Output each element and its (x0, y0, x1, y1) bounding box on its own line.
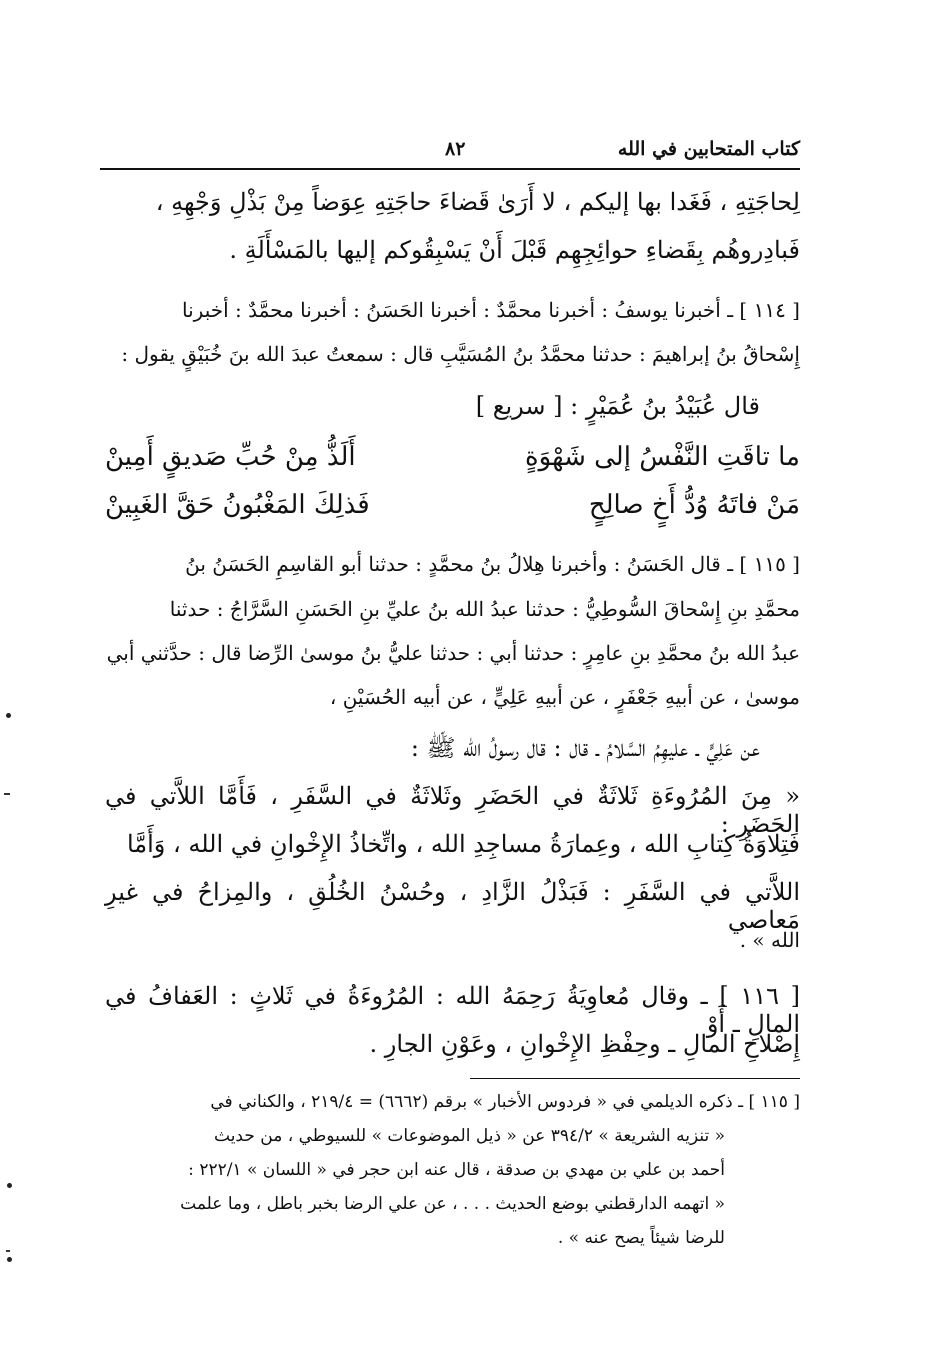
poem-intro: قال عُبَيْدُ بنُ عُمَيْرٍ : [ سريع ] (475, 392, 760, 420)
footnote-line: للرضا شيئاً يصح عنه » . (557, 1228, 725, 1248)
header-rule (100, 168, 800, 170)
verse-line-2 (105, 490, 800, 530)
scan-speck (4, 793, 10, 795)
isnad-line-114: [ ١١٤ ] ـ أخبرنا يوسفُ : أخبرنا محمَّدٌ : أخبرنا الحَسَنُ : أخبرنا محمَّدٌ : أخبرنا (182, 298, 800, 322)
scan-speck (7, 1257, 12, 1262)
verse-1-second-hemistich: أَلَذُّ مِنْ حُبِّ صَديقٍ أَمِينْ (105, 442, 356, 472)
footnote-line: « اتهمه الدارقطني بوضع الحديث . . . ، عن علي الرضا بخبر باطل ، وما علمت (180, 1194, 725, 1214)
verse-2-first-hemistich: مَنْ فاتَهُ وُدُّ أَخٍ صالِحٍ (588, 490, 800, 520)
isnad-line-115: [ ١١٥ ] ـ قال الحَسَنُ : وأخبرنا هِلالُ بنُ محمَّدٍ : حدثنا أبو القاسِمِ الحَسَنُ بنُ (185, 552, 800, 576)
matn-line-115: فَتِلاوَةُ كِتابِ الله ، وعِمارَةُ مساجِدِ الله ، واتِّخاذُ الإِخْوانِ في الله ، وَأَمَّا (126, 830, 800, 858)
footnote-separator (470, 1078, 800, 1079)
narration-line-116: [ ١١٦ ] ـ وقال مُعاوِيَةُ رَحِمَهُ الله : المُرُوءَةُ في ثَلاثٍ : العَفافُ في المالِ ـ أَوْ (105, 982, 800, 1038)
narration-line-116: إِصْلاحِ المالِ ـ وحِفْظِ الإِخْوانِ ، وعَوْنِ الجارِ . (369, 1030, 800, 1058)
continuation-line: فَبادِروهُم بِقَضاءِ حوائِجِهِم قَبْلَ أَنْ يَسْبِقُوكم إليها بالمَسْأَلَةِ . (229, 236, 800, 264)
isnad-line-115: موسىٰ ، عن أبيهِ جَعْفَرٍ ، عن أبيهِ عَلِيٍّ ، عن أبيه الحُسَيْنِ ، (329, 685, 800, 709)
scan-speck (6, 713, 11, 718)
matn-line-115: الله » . (739, 928, 800, 952)
verse-1-first-hemistich: ما تاقَتِ النَّفْسُ إلى شَهْوَةٍ (525, 442, 800, 472)
footnote-line: أحمد بن علي بن مهدي بن صدقة ، قال عنه ابن حجر في « اللسان » ٢٢٢/١ : (188, 1160, 725, 1180)
matn-line-115: عن عَلِيٍّ ـ عليهِمُ السَّلامُ ـ قال : قال رسولُ الله ﷺ : (410, 734, 760, 762)
isnad-line-115: محمَّدِ بنِ إِسْحاقَ السُّوطِيُّ : حدثنا عبدُ الله بنُ عليِّ بنِ الحَسَنِ السَّرَّاجُ : حدثنا (169, 597, 800, 621)
running-title: كتاب المتحابين في الله (617, 138, 800, 160)
verse-line-1 (105, 442, 800, 482)
footnote-line: [ ١١٥ ] ـ ذكره الديلمي في « فردوس الأخبار » برقم (٦٦٦٢) = ٢١٩/٤ ، والكناني في (210, 1092, 800, 1112)
isnad-line-115: عبدُ الله بنُ محمَّدِ بنِ عامِرٍ : حدثنا أبي : حدثنا عليُّ بنُ موسىٰ الرِّضا قال : حدَّثني أبي (106, 641, 800, 665)
matn-line-115: « مِنَ المُرُوءَةِ ثَلاثَةٌ في الحَضَرِ وثَلاثَةٌ في السَّفَرِ ، فَأَمَّا اللاَّتي في الحَضَرِ : (105, 782, 800, 838)
footnote-line: « تنزيه الشريعة » ٣٩٤/٢ عن « ذيل الموضوعات » للسيوطي ، من حديث (214, 1126, 725, 1146)
continuation-line: لِحاجَتِهِ ، فَغَدا بها إليكم ، لا أَرَىٰ قَضاءَ حاجَتِهِ عِوَضاً مِنْ بَذْلِ وَجْهِهِ ، (155, 188, 800, 216)
verse-2-second-hemistich: فَذلِكَ المَغْبُونُ حَقَّ الغَبِينْ (105, 490, 370, 520)
scan-speck (6, 1250, 10, 1252)
page-number: ٨٢ (445, 138, 466, 160)
running-header (100, 138, 800, 166)
isnad-line-114: إِسْحاقُ بنُ إبراهيمَ : حدثنا محمَّدُ بنُ المُسَيَّبِ قال : سمعتُ عبدَ الله بنَ خُبَيْقٍ يقول : (121, 342, 800, 366)
scan-speck (7, 1183, 12, 1188)
matn-line-115: اللاَّتي في السَّفَرِ : فَبَذْلُ الزَّادِ ، وحُسْنُ الخُلُقِ ، والمِزاحُ في غيرِ مَعاصي (105, 878, 800, 934)
